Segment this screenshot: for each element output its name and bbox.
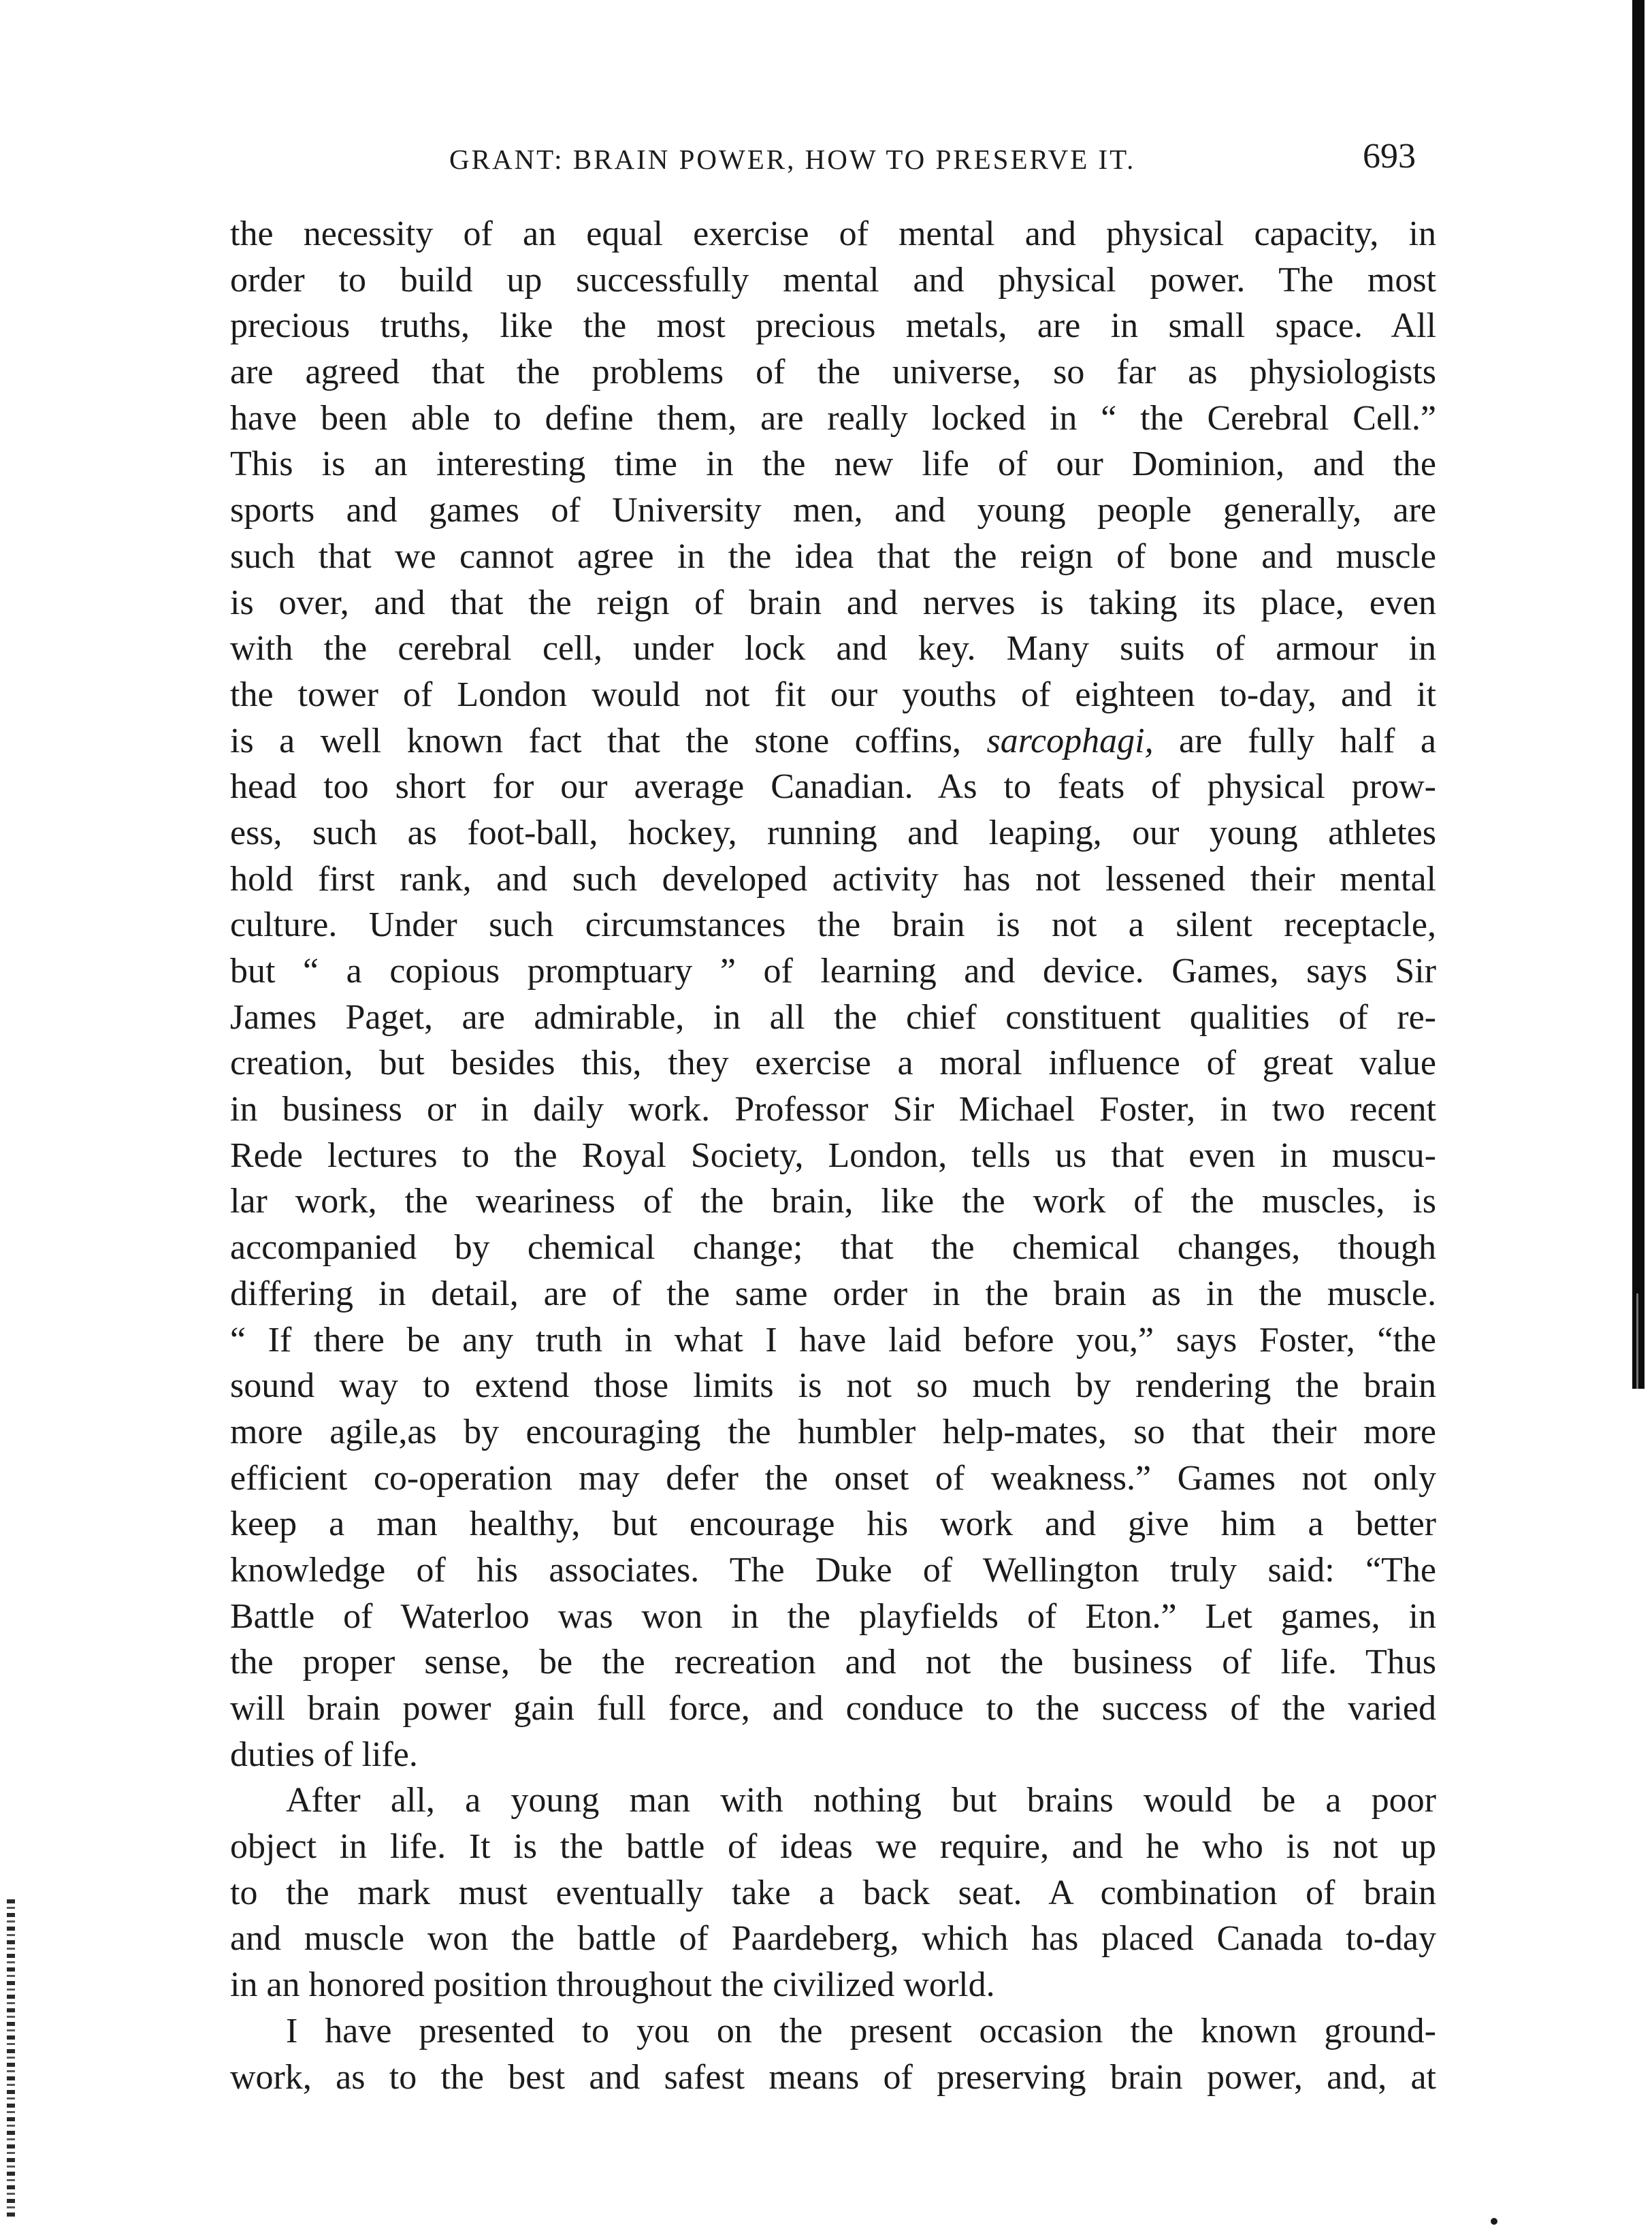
text-segment: precious truths, like the most precious metals, are in small space. All	[230, 306, 1436, 346]
text-line	[230, 1962, 1436, 2008]
text-segment: differing in detail, are of the same order in the brain as in the muscle.	[230, 1274, 1436, 1313]
text-line	[230, 396, 1436, 442]
italic-term: sarcophagi,	[986, 721, 1154, 760]
body-text	[230, 211, 1436, 2100]
text-line	[230, 349, 1436, 396]
text-line	[230, 1455, 1436, 1502]
scan-edge-bar	[1632, 0, 1645, 1389]
text-line	[230, 995, 1436, 1041]
text-segment: with the cerebral cell, under lock and key. Many suits of armour in	[230, 629, 1436, 669]
text-segment: efficient co-operation may defer the onset of weakness.” Games not only	[230, 1458, 1436, 1498]
text-segment: James Paget, are admirable, in all the chief constituent qualities of re-	[230, 997, 1436, 1037]
text-segment: the necessity of an equal exercise of mental and physical capacity, in	[230, 214, 1436, 253]
text-segment: object in life. It is the battle of ideas we require, and he who is not up	[230, 1827, 1436, 1867]
text-line	[230, 1178, 1436, 1225]
page-number: 693	[1363, 137, 1416, 176]
text-segment: and muscle won the battle of Paardeberg, which has placed Canada to-day	[230, 1919, 1436, 1959]
text-segment: is a well known fact that the stone coffins,	[230, 721, 987, 760]
text-line	[230, 1317, 1436, 1364]
text-line	[230, 1916, 1436, 1962]
text-line	[230, 1040, 1436, 1087]
text-line	[230, 1409, 1436, 1455]
text-segment: to the mark must eventually take a back seat. A combination of brain	[230, 1873, 1436, 1912]
text-line	[230, 1225, 1436, 1271]
text-line	[230, 810, 1436, 856]
text-line	[230, 948, 1436, 995]
text-line	[230, 1824, 1436, 1870]
text-line	[230, 1594, 1436, 1640]
text-segment: I have presented to you on the present occasion the known ground-	[286, 2011, 1436, 2050]
text-line	[230, 441, 1436, 487]
text-segment: duties of life.	[230, 1735, 418, 1774]
text-segment: “ If there be any truth in what I have laid before you,” says Foster, “the	[230, 1320, 1436, 1359]
text-segment: lar work, the weariness of the brain, like the work of the muscles, is	[230, 1182, 1436, 1221]
text-segment: creation, but besides this, they exercise a moral influence of great value	[230, 1044, 1436, 1083]
text-line	[230, 303, 1436, 349]
text-segment: accompanied by chemical change; that the chemical changes, though	[230, 1228, 1436, 1268]
text-segment: Rede lectures to the Royal Society, London, tells us that even in muscu-	[230, 1136, 1436, 1175]
text-line	[230, 2008, 1436, 2055]
text-line	[230, 1271, 1436, 1317]
text-segment: have been able to define them, are really locked in “ the Cerebral Cell.”	[230, 398, 1436, 438]
text-segment: sports and games of University men, and young people generally, are	[230, 491, 1436, 530]
text-segment: work, as to the best and safest means of preserving brain power, and, at	[230, 2057, 1436, 2097]
text-segment: the tower of London would not fit our youths of eighteen to-day, and it	[230, 675, 1436, 714]
text-segment: hold first rank, and such developed activity has not lessened their mental	[230, 859, 1436, 899]
scan-edge-speck	[1636, 1293, 1638, 1389]
text-line	[230, 2055, 1436, 2101]
text-segment: the proper sense, be the recreation and not the business of life. Thus	[230, 1643, 1436, 1682]
text-line	[230, 1870, 1436, 1916]
text-line	[230, 534, 1436, 580]
text-segment: culture. Under such circumstances the brain is not a silent receptacle,	[230, 905, 1436, 945]
text-segment: After all, a young man with nothing but brains would be a poor	[286, 1781, 1436, 1820]
text-line	[230, 487, 1436, 534]
text-line	[230, 580, 1436, 626]
text-line	[230, 1686, 1436, 1732]
text-line	[230, 626, 1436, 672]
text-line	[230, 1133, 1436, 1179]
text-line	[230, 211, 1436, 257]
text-line	[230, 1732, 1436, 1778]
text-segment: is over, and that the reign of brain and nerves is taking its place, even	[230, 583, 1436, 622]
text-segment: such that we cannot agree in the idea that the reign of bone and muscle	[230, 536, 1436, 576]
text-segment: in an honored position throughout the civilized world.	[230, 1965, 995, 2005]
text-line	[230, 764, 1436, 810]
text-segment: This is an interesting time in the new life of our Dominion, and the	[230, 445, 1436, 484]
text-segment: in business or in daily work. Professor Sir Michael Foster, in two recent	[230, 1090, 1436, 1129]
text-line	[230, 1501, 1436, 1547]
text-segment: order to build up successfully mental and physical power. The most	[230, 260, 1436, 300]
text-line	[230, 1087, 1436, 1133]
text-line	[230, 856, 1436, 903]
text-segment: more agile,as by encouraging the humbler help-mates, so that their more	[230, 1412, 1436, 1451]
text-line	[230, 672, 1436, 718]
text-segment: knowledge of his associates. The Duke of Wellington truly said: “The	[230, 1550, 1436, 1590]
scan-speck	[1491, 2218, 1497, 2225]
text-segment: are fully half a	[1153, 721, 1436, 760]
text-line	[230, 1363, 1436, 1409]
text-line	[230, 1777, 1436, 1824]
text-segment: ess, such as foot-ball, hockey, running and leaping, our young athletes	[230, 813, 1436, 852]
running-head	[231, 136, 1416, 191]
text-line	[230, 718, 1436, 765]
text-segment: Battle of Waterloo was won in the playfields of Eton.” Let games, in	[230, 1596, 1436, 1636]
text-line	[230, 902, 1436, 948]
text-segment: keep a man healthy, but encourage his work and give him a better	[230, 1504, 1436, 1544]
text-line	[230, 1639, 1436, 1686]
text-segment: are agreed that the problems of the universe, so far as physiologists	[230, 353, 1436, 392]
text-line	[230, 257, 1436, 304]
text-line	[230, 1547, 1436, 1594]
text-segment: will brain power gain full force, and conduce to the success of the varied	[230, 1689, 1436, 1728]
scan-binding-mark	[7, 1899, 15, 2219]
text-segment: sound way to extend those limits is not so much by rendering the brain	[230, 1366, 1436, 1406]
text-segment: but “ a copious promptuary ” of learning and device. Games, says Sir	[230, 952, 1436, 991]
text-segment: head too short for our average Canadian. As to feats of physical prow-	[230, 767, 1436, 807]
running-title: GRANT: BRAIN POWER, HOW TO PRESERVE IT.	[449, 144, 1136, 175]
